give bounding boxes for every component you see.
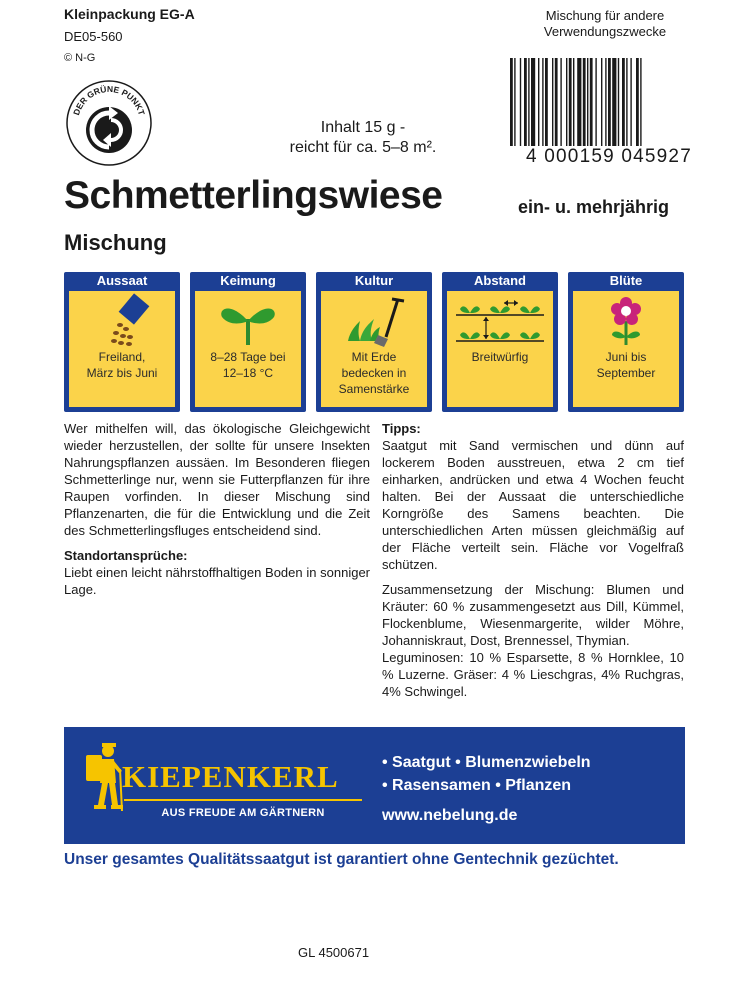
tile-kultur — [316, 272, 432, 412]
barcode — [508, 58, 728, 146]
spacing-icon — [452, 291, 548, 347]
seedling-icon — [200, 291, 296, 347]
services-list — [382, 751, 591, 797]
site-heading: Standortansprüche: — [64, 548, 188, 563]
article-number: DE05-560 — [64, 29, 123, 44]
recycling-logo-text: DER GRÜNE PUNKT — [71, 83, 147, 117]
mix-note-line-2: Verwendungszwecke — [543, 24, 667, 39]
kiepenkerl-figure-icon — [82, 741, 124, 813]
tile-bluete — [568, 272, 684, 412]
tile-abstand — [442, 272, 558, 412]
services-line-2: • Rasensamen • Pflanzen — [382, 777, 572, 794]
tile-aussaat — [64, 272, 180, 412]
tile-heading: Blüte — [609, 273, 643, 288]
composition-text: Zusammensetzung der Mischung: Blumen und Kräuter: 60 % zusammengesetzt aus Dill, Kümmel, Flockenblume, Wiesenmargerite, wilder Möhre, Johanniskraut, Dost, Brennessel, Thymian. — [382, 582, 684, 648]
content-weight: Inhalt 15 g - — [320, 119, 406, 136]
brand-banner — [64, 727, 685, 844]
spade-icon — [326, 291, 422, 347]
gruener-punkt-logo-icon — [66, 80, 152, 166]
product-title: Schmetterlingswiese — [64, 174, 443, 217]
tile-text: Freiland, März bis Juni — [86, 350, 158, 380]
brand-divider — [124, 799, 362, 801]
tips-heading: Tipps: — [382, 421, 421, 436]
tile-text: 8–28 Tage bei 12–18 °C — [210, 350, 286, 380]
legumes-text: Leguminosen: 10 % Esparsette, 8 % Hornklee, 10 % Luzerne. Gräser: 4 % Lieschgras, 4% Ruchgras, 4% Schwingel. — [382, 650, 684, 699]
right-text-column — [382, 420, 684, 700]
tile-heading: Aussaat — [96, 273, 148, 288]
mix-other-use-note — [480, 8, 730, 40]
lifecycle-label: ein- u. mehrjährig — [518, 197, 670, 217]
intro-text: Wer mithelfen will, das ökologische Gleichgewicht wieder herzustellen, der sollte für unsere Insekten Nahrungspflanzen aussäen. Im Besonderen fliegen Schmetterlinge nur, wenn sie Futterpflanzen für ihre Raupen vorfinden. In dieser Mischung sind Pflanzenarten, die für die Entwicklung und die Zeit des Schmetterlingsfluges entscheidend sind. — [64, 421, 370, 538]
tile-heading: Kultur — [354, 273, 394, 288]
pack-type: Kleinpackung EG-A — [64, 6, 195, 22]
tile-text: Mit Erde bedecken in Samenstärke — [338, 350, 410, 396]
product-subtitle: Mischung — [64, 230, 167, 255]
gl-number: GL 4500671 — [298, 945, 370, 960]
content-info — [258, 118, 468, 158]
mix-note-line-1: Mischung für andere — [545, 8, 665, 23]
services-line-1: • Saatgut • Blumenzwiebeln — [382, 754, 591, 771]
website-link[interactable]: www.nebelung.de — [382, 807, 518, 824]
tile-text: Juni bis September — [596, 350, 656, 380]
tile-text: Breitwürfig — [471, 350, 529, 364]
brand-name: KIEPENKERL — [122, 759, 339, 794]
gentech-note: Unser gesamtes Qualitätssaatgut ist garantiert ohne Gentechnik gezüchtet. — [64, 851, 619, 868]
tile-heading: Keimung — [220, 273, 276, 288]
brand-tagline: AUS FREUDE AM GÄRTNERN — [161, 807, 325, 819]
barcode-number: 4 000159 045927 — [526, 146, 692, 167]
copyright: © N-G — [64, 52, 96, 64]
flower-icon — [578, 291, 674, 347]
seed-packet-icon — [74, 291, 170, 347]
tips-text: Saatgut mit Sand vermischen und dünn auf lockerem Boden ausstreuen, etwa 2 cm tief einharken, andrücken und etwa 4 Wochen feucht halten. Bei der Aussaat die unterschiedliche Korngröße des Samens beachten. Die unterschiedlichen Arten müssen gleichmäßig auf der Fläche verteilt sein. Fläche vor Vogelfraß schützen. — [382, 438, 684, 572]
tile-keimung — [190, 272, 306, 412]
left-text-column — [64, 420, 370, 598]
tile-heading: Abstand — [474, 273, 526, 288]
content-coverage: reicht für ca. 5–8 m². — [289, 139, 437, 156]
site-text: Liebt einen leicht nährstoffhaltigen Boden in sonniger Lage. — [64, 565, 370, 597]
